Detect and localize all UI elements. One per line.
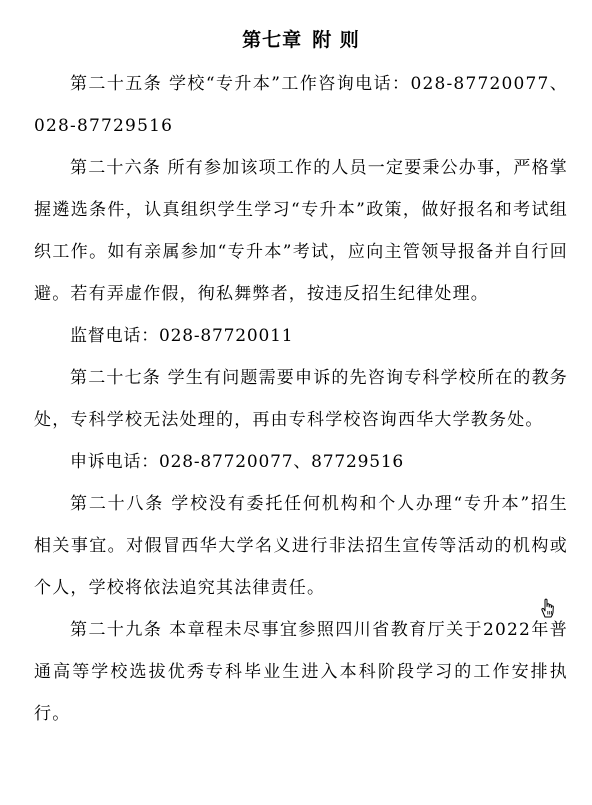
article-26: 第二十六条 所有参加该项工作的人员一定要秉公办事，严格掌握遴选条件，认真组织学生学习“专升本”政策，做好报名和考试组织工作。如有亲属参加“专升本”考试，应向主管领导报备并自行回避。若有弄虚作假，徇私舞弊者，按违反招生纪律处理。: [34, 158, 569, 304]
appeal-phone: 申诉电话：028-87720077、87729516: [70, 452, 405, 472]
chapter-name: 附 则: [312, 29, 360, 51]
article-25: 第二十五条 学校“专升本”工作咨询电话：028-87720077、028-87729516: [34, 74, 568, 136]
hand-pointer-icon: [538, 597, 558, 619]
chapter-title: [34, 26, 568, 54]
article-29: 第二十九条 本章程未尽事宜参照四川省教育厅关于2022年普通高等学校选拔优秀专科毕业生进入本科阶段学习的工作安排执行。: [34, 620, 568, 724]
article-28: 第二十八条 学校没有委托任何机构和个人办理“专升本”招生相关事宜。对假冒西华大学名义进行非法招生宣传等活动的机构或个人，学校将依法追究其法律责任。: [34, 494, 568, 598]
supervision-phone: 监督电话：028-87720011: [70, 326, 294, 346]
article-27: 第二十七条 学生有问题需要申诉的先咨询专科学校所在的教务处，专科学校无法处理的，再由专科学校咨询西华大学教务处。: [34, 368, 569, 430]
chapter-number: 第七章: [242, 29, 303, 51]
